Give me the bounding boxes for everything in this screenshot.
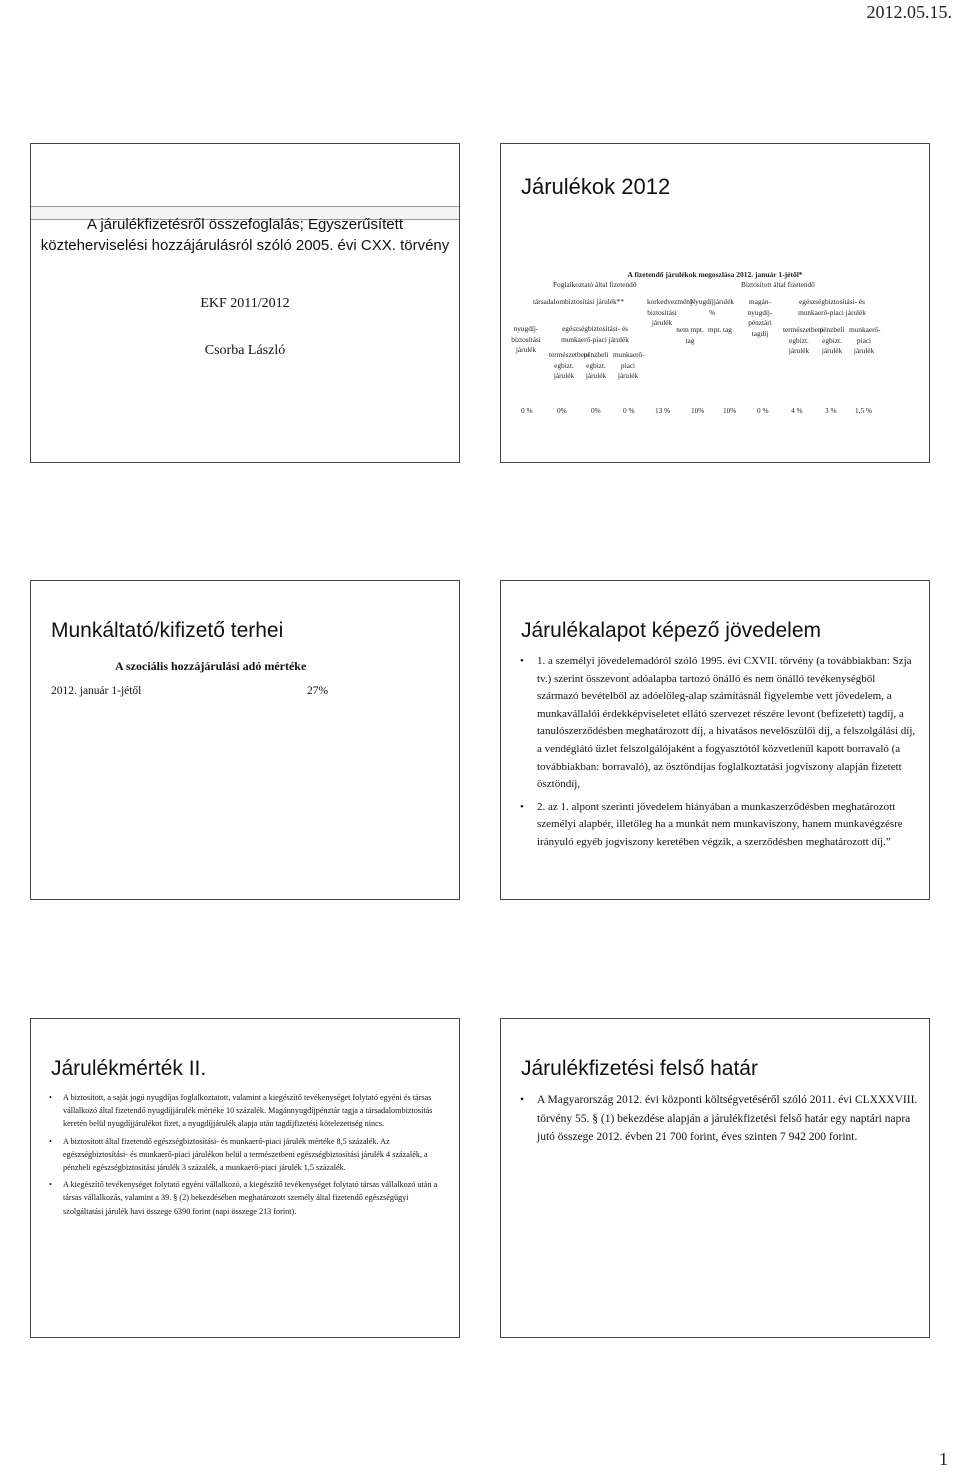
bullet-item: • A biztosított által fizetendő egészségbiztosítási- és munkaerő-piaci járulék mértéke 8,5 százalék. Az egészségbiztosítási- és munkaerő-piaci járulékon belül a természetbeni egészségbiztosítási járulék 4 százalék, a pénzbeli egészségbiztosítási járulék 3 százalék, a munkaerő-piaci járulék 1,5 százalék. bbox=[47, 1135, 449, 1175]
bullet-item: • A Magyarország 2012. évi központi költségvetéséről szóló 2011. évi CLXXXVIII. törvény 55. § (1) bekezdése alapján a járulékfizetési felső határ egy naptári napra jutó összege 2012. évben 21 700 forint, éves szinten 7 942 200 forint. bbox=[517, 1091, 919, 1147]
slide1-title: A járulékfizetésről összefoglalás; Egyszerűsített közteherviselési hozzájárulásról szóló 2005. évi CXX. törvény bbox=[40, 216, 450, 254]
col-cash-health: pénzbeli egbizt. járulék bbox=[583, 350, 609, 380]
bullet-item: • A kiegészítő tevékenységet folytató egyéni vállalkozó, a kiegészítő tevékenységet folytató társas vállalkozó után a társas vállalkozás, valamint a 39. § (2) bekezdésében meghatározott személy által fizetendő egészségügyi szolgáltatási járulék havi összege 6390 forint (napi összege 213 forint). bbox=[47, 1178, 449, 1218]
slide6-body bbox=[517, 1091, 919, 1147]
slide-contribution-base bbox=[500, 580, 930, 900]
slide2-title: Járulékok 2012 bbox=[521, 174, 671, 199]
value-cell: 10% bbox=[691, 406, 705, 415]
slide-contribution-rates bbox=[30, 1018, 460, 1338]
value-cell: 0% bbox=[557, 406, 567, 415]
rate-row bbox=[51, 685, 351, 697]
slide-employer-burden bbox=[30, 580, 460, 900]
bullet-item: • A biztosított, a saját jogú nyugdíjas foglalkoztatott, valamint a kiegészítő tevékenységet folytató egyéni és társas vállalkozó által fizetendő nyugdíjjárulék mértéke 10 százalék. Magánnyugdíjpénztár tagja a társadalombiztosítás keretén belül nyugdíjjárulékot fizet, a nyugdíjjárulék alapja után tagdíjfizetési kötelezettség nincs. bbox=[47, 1091, 449, 1131]
col-pension-insurance: nyugdíj-biztosítási járulék bbox=[511, 324, 541, 354]
header-date: 2012.05.15. bbox=[866, 2, 952, 22]
bullet-item: • 2. az 1. alpont szerinti jövedelem hiányában a munkaszerződésben meghatározott személyi alapbér, illetőleg ha a munkát nem munkaviszony, hanem munkavégzésre irányuló egyéb jogviszony keretében végzik, a szerződésben meghatározott díj.” bbox=[517, 799, 919, 852]
value-cell: 3 % bbox=[825, 406, 837, 415]
value-cell: 0% bbox=[591, 406, 601, 415]
rate-label: 2012. január 1-jétől bbox=[51, 685, 142, 697]
col-insured-labour-market: munkaerő-piaci járulék bbox=[849, 325, 881, 355]
table-caption: A fizetendő járulékok megoszlása 2012. január 1-jétől* bbox=[627, 270, 803, 279]
value-cell: 10% bbox=[723, 406, 737, 415]
value-cell: 13 % bbox=[655, 406, 671, 415]
group-insured: Biztosított által fizetendő bbox=[741, 280, 815, 289]
slide-title bbox=[30, 143, 460, 463]
col-health-labour-group: egészségbiztosítási- és munkaerő-piaci járulék bbox=[561, 324, 629, 344]
page-number: 1 bbox=[939, 1449, 948, 1469]
slide3-title: Munkáltató/kifizető terhei bbox=[51, 619, 284, 642]
value-cell: 0 % bbox=[521, 406, 533, 415]
col-non-member: nem mpt. tag bbox=[676, 325, 704, 345]
slide1-subtitle-course: EKF 2011/2012 bbox=[200, 296, 290, 311]
value-cell: 0 % bbox=[757, 406, 769, 415]
col-pension-contribution: Nyugdíjjárulék % bbox=[689, 297, 735, 317]
slide3-subtitle: A szociális hozzájárulási adó mértéke bbox=[115, 659, 307, 673]
col-insured-health-labour-group: egészségbiztosítási- és munkaerő-piaci járulék bbox=[798, 297, 866, 317]
col-private-pension-fee: magán-nyugdíj-pénztári tagdíj bbox=[747, 297, 773, 338]
col-inkind-health: természetbeni egbizt. járulék bbox=[549, 350, 590, 380]
rate-value: 27% bbox=[307, 685, 329, 697]
slide-contribution-ceiling bbox=[500, 1018, 930, 1338]
slide-contributions-2012 bbox=[500, 143, 930, 463]
slide5-title: Járulékmérték II. bbox=[51, 1057, 207, 1080]
slide4-body bbox=[517, 653, 919, 857]
value-cell: 4 % bbox=[791, 406, 803, 415]
col-insured-cash-health: pénzbeli egbizt. járulék bbox=[819, 325, 845, 355]
value-cell: 0 % bbox=[623, 406, 635, 415]
col-insured-inkind-health: természetbeni egbizt. járulék bbox=[783, 325, 824, 355]
slide4-title: Járulékalapot képező jövedelem bbox=[521, 619, 822, 642]
group-employer: Foglalkoztató által fizetendő bbox=[553, 280, 637, 289]
col-member: mpt. tag bbox=[708, 325, 732, 334]
col-labour-market: munkaerő-piaci járulék bbox=[613, 350, 645, 380]
slide5-body bbox=[47, 1091, 449, 1222]
col-early-retirement: korkedvezmény biztosítási járulék bbox=[647, 297, 694, 327]
slide6-title: Járulékfizetési felső határ bbox=[521, 1057, 758, 1080]
value-cell: 1,5 % bbox=[855, 406, 873, 415]
bullet-item: • 1. a személyi jövedelemadóról szóló 1995. évi CXVII. törvény (a továbbiakban: Szja tv.) szerint összevont adóalapba tartozó önálló és nem önálló tevékenységből származó bevételből az adóelőleg-alap számításnál figyelembe vett jövedelem, a munkavállalói érdekképviseletet ellátó szervezet részére levont (befizetett) tagdíj, a tanulószerződésben meghatározott díj, a hivatásos nevelőszülői díj, a felszolgálási díj, a vendéglátó üzlet felszolgálójaként a fogyasztótól közvetlenül kapott borravaló (a továbbiakban: borravaló), az ösztöndíjas foglalkoztatási jogviszony alapján fizetett ösztöndíj, bbox=[517, 653, 919, 794]
col-social-security: társadalombiztosítási járulék** bbox=[533, 297, 624, 306]
slide1-subtitle-author: Csorba László bbox=[204, 343, 286, 358]
